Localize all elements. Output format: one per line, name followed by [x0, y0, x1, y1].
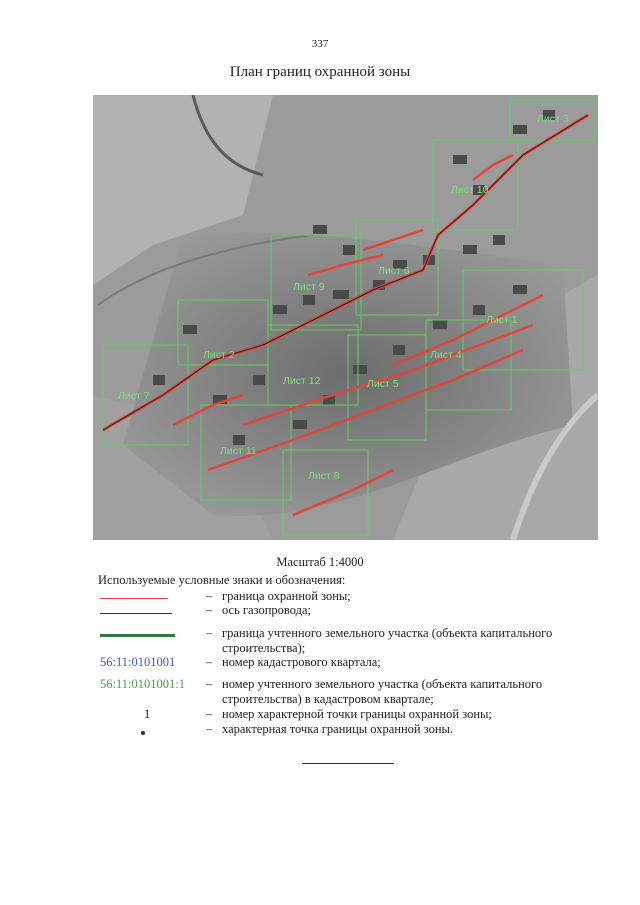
- legend-symbol-quarter-code: 56:11:0101001: [100, 655, 176, 669]
- sheet-label: Лист 7: [118, 390, 150, 402]
- legend-text: ось газопровода;: [222, 603, 312, 617]
- page-number: 337: [311, 38, 329, 50]
- sheet-label: Лист 6: [378, 265, 410, 277]
- legend-symbol-black-line: [100, 613, 172, 614]
- legend-text: граница учтенного земельного участка (объекта капитального строительства);: [222, 626, 553, 655]
- aerial-map: [93, 95, 598, 540]
- legend-heading: Используемые условные знаки и обозначения:: [98, 573, 346, 587]
- legend-dash: –: [206, 626, 213, 640]
- sheet-label: Лист 11: [220, 445, 257, 457]
- sheet-label: Лист 12: [283, 375, 321, 387]
- legend-dash: –: [206, 655, 213, 669]
- sheet-label: Лист 5: [367, 378, 399, 390]
- legend-dash: –: [206, 722, 213, 736]
- legend-dash: –: [206, 589, 213, 603]
- legend-text: граница охранной зоны;: [222, 589, 351, 603]
- legend-text: характерная точка границы охранной зоны.: [222, 722, 454, 736]
- legend-dash: –: [206, 677, 213, 691]
- legend-text: номер кадастрового квартала;: [222, 655, 381, 669]
- legend-dash: –: [206, 603, 213, 617]
- plan-title: План границ охранной зоны: [229, 64, 411, 80]
- sheet-label: Лист 9: [293, 281, 325, 293]
- sheet-label: Лист 10: [451, 184, 489, 196]
- end-divider: [302, 763, 394, 764]
- legend-text: номер учтенного земельного участка (объекта капитального строительства) в кадастровом квартале;: [222, 677, 543, 706]
- legend-symbol-green-line: [100, 634, 175, 637]
- legend-symbol-point-dot: [141, 731, 145, 735]
- sheet-label: Лист 8: [308, 470, 340, 482]
- map-canvas: [93, 95, 598, 540]
- sheet-label: Лист 2: [203, 349, 235, 361]
- sheet-label: Лист 4: [430, 349, 462, 361]
- sheet-label: Лист 1: [486, 314, 518, 326]
- legend-symbol-red-line: [100, 598, 168, 599]
- sheet-label: Лист 3: [537, 113, 569, 125]
- legend-text: номер характерной точки границы охранной зоны;: [222, 707, 492, 721]
- legend-symbol-parcel-code: 56:11:0101001:1: [100, 677, 185, 691]
- legend-symbol-point-number: 1: [144, 707, 151, 721]
- map-scale: Масштаб 1:4000: [276, 555, 364, 569]
- legend-dash: –: [206, 707, 213, 721]
